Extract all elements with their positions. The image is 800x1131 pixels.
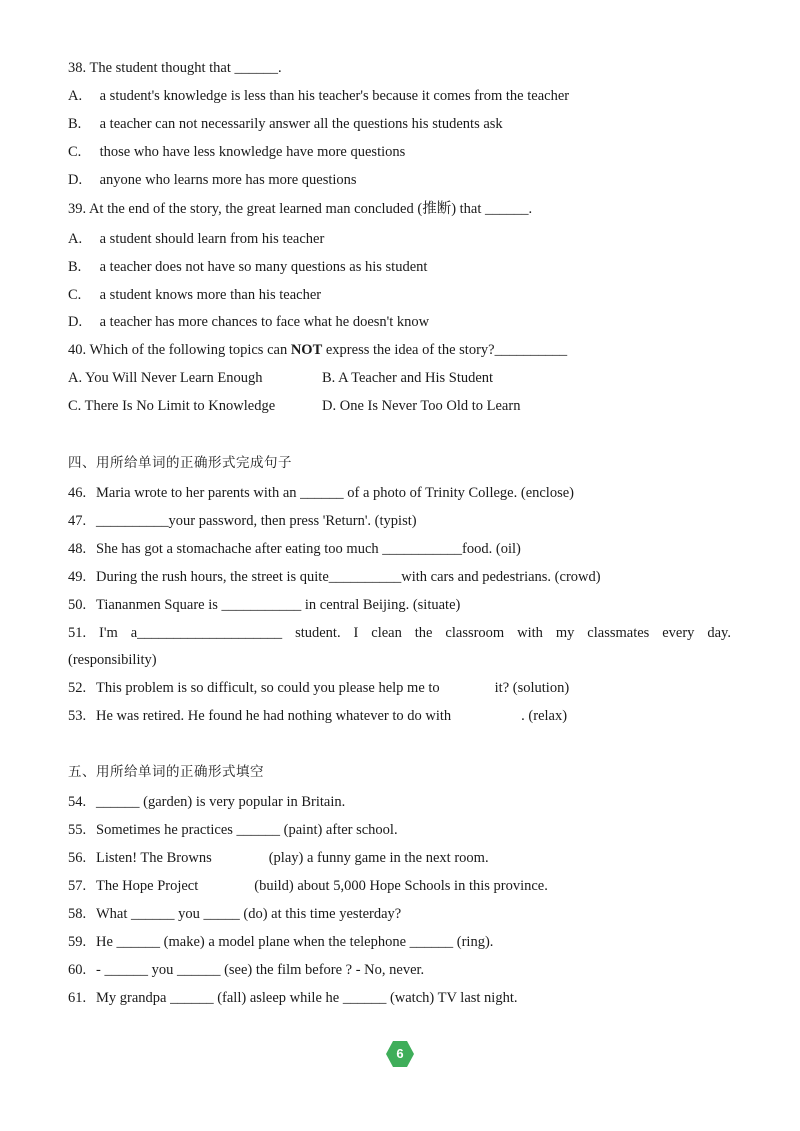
question-39-option-d: D. a teacher has more chances to face what he doesn't know	[68, 314, 430, 330]
question-61: 61. My grandpa ______ (fall) asleep while he ______ (watch) TV last night.	[68, 990, 518, 1006]
question-40-stem: 40. Which of the following topics can NOT express the idea of the story?__________	[68, 342, 568, 358]
question-60: 60. - ______ you ______ (see) the film before ? - No, never.	[68, 962, 425, 978]
question-40-option-d: D. One Is Never Too Old to Learn	[322, 398, 521, 414]
question-38-option-b: B. a teacher can not necessarily answer all the questions his students ask	[68, 116, 503, 132]
question-53: 53. He was retired. He found he had nothing whatever to do with . (relax)	[68, 708, 568, 724]
question-39-option-b: B. a teacher does not have so many questions as his student	[68, 259, 428, 275]
question-46: 46. Maria wrote to her parents with an ______ of a photo of Trinity College. (enclose)	[68, 485, 574, 501]
section-4-title: 四、用所给单词的正确形式完成句子	[68, 455, 292, 471]
question-54: 54. ______ (garden) is very popular in Britain.	[68, 794, 346, 810]
question-55: 55. Sometimes he practices ______ (paint) after school.	[68, 822, 398, 838]
question-47: 47. __________your password, then press 'Return'. (typist)	[68, 513, 417, 529]
page-number: 6	[396, 1046, 404, 1061]
question-51: 51. I'm a____________________ student. I clean the classroom with my classmates every day.	[68, 625, 731, 641]
question-49: 49. During the rush hours, the street is quite__________with cars and pedestrians. (crowd)	[68, 569, 601, 585]
section-5-title: 五、用所给单词的正确形式填空	[68, 764, 264, 780]
question-39-option-a: A. a student should learn from his teacher	[68, 231, 325, 247]
question-38-option-d: D. anyone who learns more has more questions	[68, 172, 357, 188]
question-38-option-c: C. those who have less knowledge have more questions	[68, 144, 406, 160]
question-56: 56. Listen! The Browns (play) a funny game in the next room.	[68, 850, 489, 866]
question-50: 50. Tiananmen Square is ___________ in central Beijing. (situate)	[68, 597, 461, 613]
question-39-option-c: C. a student knows more than his teacher	[68, 287, 322, 303]
question-38-stem: 38. The student thought that ______.	[68, 60, 282, 76]
question-57: 57. The Hope Project (build) about 5,000 Hope Schools in this province.	[68, 878, 548, 894]
question-52: 52. This problem is so difficult, so could you please help me to it? (solution)	[68, 680, 570, 696]
question-40-option-c: C. There Is No Limit to Knowledge	[68, 398, 276, 414]
emphasis-not: NOT	[290, 342, 323, 358]
question-40-option-b: B. A Teacher and His Student	[322, 370, 494, 386]
page-number-badge	[385, 1040, 415, 1068]
question-39-stem: 39. At the end of the story, the great learned man concluded (推断) that ______.	[68, 201, 533, 217]
question-40-option-a: A. You Will Never Learn Enough	[68, 370, 263, 386]
question-48: 48. She has got a stomachache after eating too much ___________food. (oil)	[68, 541, 521, 557]
question-58: 58. What ______ you _____ (do) at this time yesterday?	[68, 906, 402, 922]
question-59: 59. He ______ (make) a model plane when the telephone ______ (ring).	[68, 934, 494, 950]
question-51-continuation: (responsibility)	[68, 652, 157, 668]
question-38-option-a: A. a student's knowledge is less than his teacher's because it comes from the teacher	[68, 88, 570, 104]
